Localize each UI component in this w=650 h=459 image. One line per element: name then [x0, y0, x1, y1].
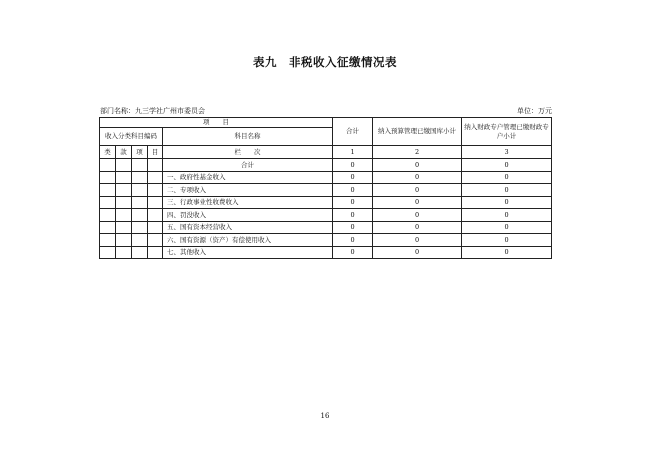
row-special: 0: [462, 246, 552, 259]
table-row: [100, 246, 552, 259]
row-special: 0: [462, 209, 552, 222]
row-budget: 0: [373, 196, 462, 209]
row-name: 四、罚没收入: [163, 209, 333, 222]
row-name: 二、专项收入: [163, 184, 333, 197]
row-special: 0: [462, 234, 552, 247]
row-budget: 0: [373, 171, 462, 184]
row-total: 0: [333, 234, 373, 247]
column-label: 栏 次: [163, 146, 333, 159]
header-xiang: 项: [132, 146, 148, 159]
header-class: 类: [100, 146, 116, 159]
row-special: 0: [462, 159, 552, 172]
unit-label: 单位：万元: [517, 107, 552, 115]
row-budget: 0: [373, 246, 462, 259]
department-name: 部门名称：九三学社广州市委员会: [100, 107, 205, 115]
row-budget: 0: [373, 159, 462, 172]
table-row: [100, 171, 552, 184]
row-total: 0: [333, 159, 373, 172]
header-special: 纳入财政专户管理已缴财政专户小计: [462, 118, 552, 146]
row-total: 0: [333, 196, 373, 209]
table-row: [100, 184, 552, 197]
row-name: 五、国有资本经营收入: [163, 221, 333, 234]
row-total: 0: [333, 221, 373, 234]
row-budget: 0: [373, 234, 462, 247]
page-number: 16: [320, 412, 330, 420]
header-item: 项 目: [100, 118, 333, 128]
row-budget: 0: [373, 209, 462, 222]
row-special: 0: [462, 196, 552, 209]
row-name: 七、其他收入: [163, 246, 333, 259]
row-budget: 0: [373, 221, 462, 234]
row-special: 0: [462, 171, 552, 184]
header-kuan: 款: [116, 146, 132, 159]
header-subject-name: 科目名称: [163, 128, 333, 146]
row-name: 六、国有资源（资产）有偿使用收入: [163, 234, 333, 247]
table-row: [100, 159, 552, 172]
table-row: [100, 234, 552, 247]
row-total: 0: [333, 184, 373, 197]
table-row: [100, 209, 552, 222]
row-total: 0: [333, 246, 373, 259]
column-number: 3: [462, 146, 552, 159]
column-number: 1: [333, 146, 373, 159]
row-budget: 0: [373, 184, 462, 197]
non-tax-revenue-table: [99, 117, 552, 259]
column-number: 2: [373, 146, 462, 159]
row-special: 0: [462, 221, 552, 234]
table-row: [100, 221, 552, 234]
header-total: 合计: [333, 118, 373, 146]
page-title: 表九 非税收入征缴情况表: [253, 55, 397, 69]
header-budget: 纳入预算管理已缴国库小计: [373, 118, 462, 146]
row-name: 合计: [163, 159, 333, 172]
row-total: 0: [333, 171, 373, 184]
row-special: 0: [462, 184, 552, 197]
row-name: 一、政府性基金收入: [163, 171, 333, 184]
row-name: 三、行政事业性收费收入: [163, 196, 333, 209]
row-total: 0: [333, 209, 373, 222]
header-class-code: 收入分类科目编码: [100, 128, 163, 146]
header-mu: 目: [148, 146, 163, 159]
table-row: [100, 196, 552, 209]
